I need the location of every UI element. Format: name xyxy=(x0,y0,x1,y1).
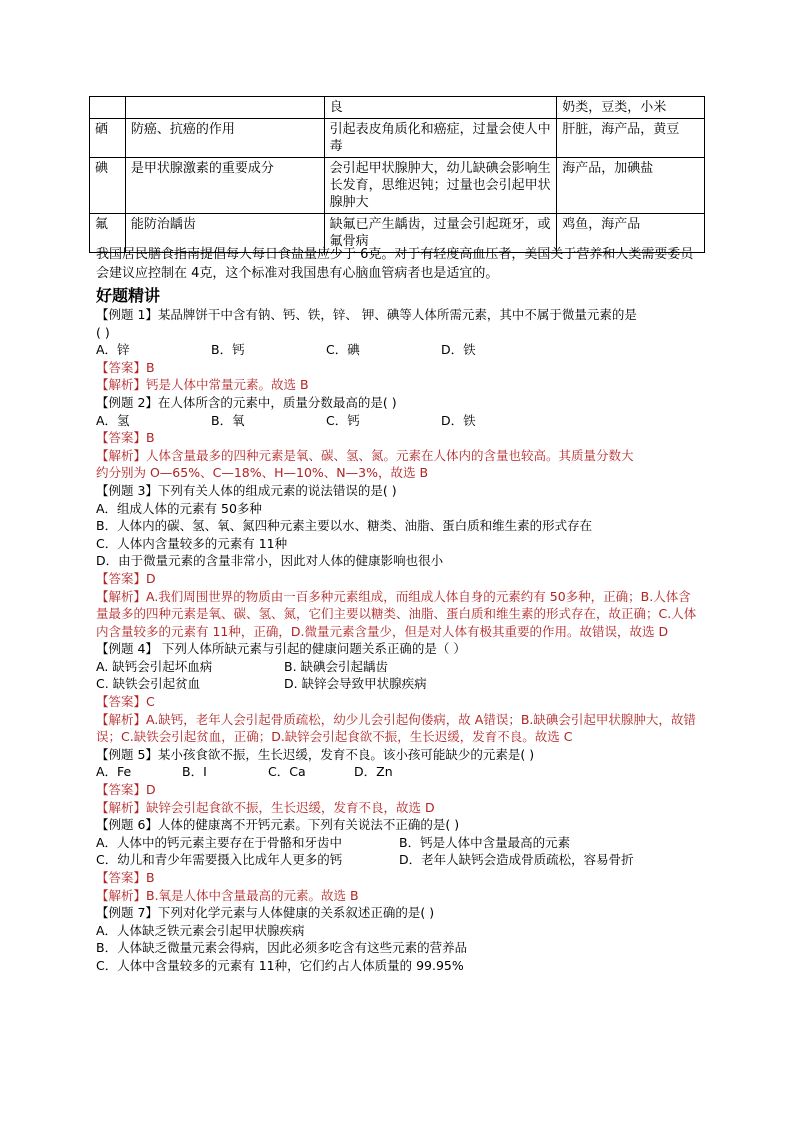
table-cell xyxy=(90,97,126,119)
option: A．人体中的钙元素主要存在于骨骼和牙齿中 xyxy=(96,834,343,850)
option: B. 缺碘会引起龋齿 xyxy=(284,658,389,674)
option: A．锌 xyxy=(96,342,130,358)
question-6-answer: 【答案】B xyxy=(96,870,155,885)
table-cell: 缺氟已产生龋齿，过量会引起斑牙，或氟骨病 xyxy=(324,214,557,253)
question-4-options-row-1 xyxy=(96,658,702,676)
salt-intake-note: 我国居民膳食指南提倡每人每日食盐量应少于 6克。对于有轻度高血压者，美国关于营养和人类需要委员会建议应控制在 4克，这个标准对我国患有心脑血管病者也是适宜的。 xyxy=(96,247,694,281)
question-6-options-row-2 xyxy=(96,851,702,869)
table-cell: 是甲状腺激素的重要成分 xyxy=(125,158,324,214)
option: C．碘 xyxy=(326,342,360,358)
question-5-analysis: 【解析】缺锌会引起食欲不振，生长迟缓，发育不良，故选 D xyxy=(96,799,435,815)
question-7-stem: 【例题 7】下列对化学元素与人体健康的关系叙述正确的是( ) xyxy=(96,905,435,921)
question-1-paren: ( ) xyxy=(96,324,110,340)
option: B．人体内的碳、氢、氧、氮四种元素主要以水、糖类、油脂、蛋白质和维生素的形式存在 xyxy=(96,518,593,534)
question-2-analysis-line-1: 【解析】人体含量最多的四种元素是氧、碳、氢、氮。元素在人体内的含量也较高。其质量分数大 xyxy=(96,447,634,463)
question-1-answer: 【答案】B xyxy=(96,359,155,375)
table-cell xyxy=(125,97,324,119)
question-2-analysis-line-2: 约分别为 O—65%、C—18%、H—10%、N—3%，故选 B xyxy=(96,465,429,481)
question-5-stem: 【例题 5】某小孩食欲不振，生长迟缓，发育不良。该小孩可能缺少的元素是( ) xyxy=(96,746,535,762)
option: A．组成人体的元素有 50多种 xyxy=(96,500,262,516)
option: C. 缺铁会引起贫血 xyxy=(96,676,201,692)
example-questions xyxy=(96,306,702,975)
option: B．氧 xyxy=(211,412,245,428)
table-cell: 硒 xyxy=(90,119,126,158)
table-row xyxy=(90,97,705,119)
option: C．人体中含量较多的元素有 11种，它们约占人体质量的 99.95% xyxy=(96,957,464,973)
question-6-analysis: 【解析】B.氧是人体中含量最高的元素。故选 B xyxy=(96,887,359,903)
option: B．I xyxy=(182,764,207,780)
option: A．氢 xyxy=(96,412,130,428)
question-4-analysis: 【解析】A.缺钙，老年人会引起骨质疏松，幼少儿会引起佝偻病，故 A错误；B.缺碘会引起甲状腺肿大，故错误；C.缺铁会引起贫血，正确；D.缺锌会引起食欲不振，生长迟缓，发育不良。故选 C xyxy=(96,711,696,745)
table-cell: 肝脏，海产品，黄豆 xyxy=(557,119,705,158)
option: C．幼儿和青少年需要摄入比成年人更多的钙 xyxy=(96,852,343,868)
question-5-options xyxy=(96,763,702,781)
option: D．由于微量元素的含量非常小，因此对人体的健康影响也很小 xyxy=(96,553,444,569)
table-row xyxy=(90,119,705,158)
table-cell: 良 xyxy=(324,97,557,119)
question-4-stem: 【例题 4】 下列人体所缺元素与引起的健康问题关系正确的是（ ） xyxy=(96,641,466,657)
question-5-answer: 【答案】D xyxy=(96,782,156,798)
question-3-answer: 【答案】D xyxy=(96,570,156,586)
table-row xyxy=(90,158,705,214)
option: C．Ca xyxy=(268,764,306,780)
question-4-answer: 【答案】C xyxy=(96,694,155,710)
option: B．人体缺乏微量元素会得病，因此必须多吃含有这些元素的营养品 xyxy=(96,940,468,956)
option: C．钙 xyxy=(326,412,360,428)
option: D．老年人缺钙会造成骨质疏松，容易骨折 xyxy=(399,852,634,868)
question-1-analysis: 【解析】钙是人体中常量元素。故选 B xyxy=(96,377,309,393)
table-cell: 能防治龋齿 xyxy=(125,214,324,253)
option: B．钙 xyxy=(211,342,245,358)
question-6-options-row-1 xyxy=(96,834,702,852)
option: A. 缺钙会引起坏血病 xyxy=(96,658,213,674)
table-cell: 海产品，加碘盐 xyxy=(557,158,705,214)
option: D．Zn xyxy=(354,764,393,780)
section-heading: 好题精讲 xyxy=(96,286,161,305)
question-2-answer: 【答案】B xyxy=(96,430,155,446)
question-1-options xyxy=(96,341,702,359)
table-cell: 防癌、抗癌的作用 xyxy=(125,119,324,158)
question-3-analysis: 【解析】A.我们周围世界的物质由一百多种元素组成，而组成人体自身的元素约有 50多种，正确；B.人体含量最多的四种元素是氧、碳、氢、氮，它们主要以糖类、油脂、蛋白质和维生素的形式存在，故正确；C.人体内含量较多的元素有 11种，正确，D.微量元素含量少，但是对人体有极其重要的作用。故错误，故选 D xyxy=(96,588,697,639)
question-1-stem: 【例题 1】某品牌饼干中含有钠、钙、铁，锌、 钾、碘等人体所需元素，其中不属于微量元素的是 xyxy=(96,307,637,322)
question-6-stem: 【例题 6】人体的健康离不开钙元素。下列有关说法不正确的是( ) xyxy=(96,817,460,833)
question-3-stem: 【例题 3】下列有关人体的组成元素的说法错误的是( ) xyxy=(96,482,397,498)
table-cell: 碘 xyxy=(90,158,126,214)
table-cell: 奶类，豆类，小米 xyxy=(557,97,705,119)
option: D．铁 xyxy=(441,342,476,358)
option: B．钙是人体中含量最高的元素 xyxy=(399,834,571,850)
table-cell: 鸡鱼，海产品 xyxy=(557,214,705,253)
table-cell: 会引起甲状腺肿大，幼儿缺碘会影响生长发育，思维迟钝；过量也会引起甲状腺肿大 xyxy=(324,158,557,214)
option: D．铁 xyxy=(441,412,476,428)
question-2-options xyxy=(96,412,702,430)
option: A．Fe xyxy=(96,764,132,780)
nutrition-element-table xyxy=(89,96,705,253)
option: A．人体缺乏铁元素会引起甲状腺疾病 xyxy=(96,922,305,938)
question-4-options-row-2 xyxy=(96,675,702,693)
question-2-stem: 【例题 2】在人体所含的元素中，质量分数最高的是( ) xyxy=(96,394,397,410)
option: C．人体内含量较多的元素有 11种 xyxy=(96,535,288,551)
table-cell: 氟 xyxy=(90,214,126,253)
table-cell: 引起表皮角质化和癌症，过量会使人中毒 xyxy=(324,119,557,158)
option: D. 缺锌会导致甲状腺疾病 xyxy=(284,676,427,692)
